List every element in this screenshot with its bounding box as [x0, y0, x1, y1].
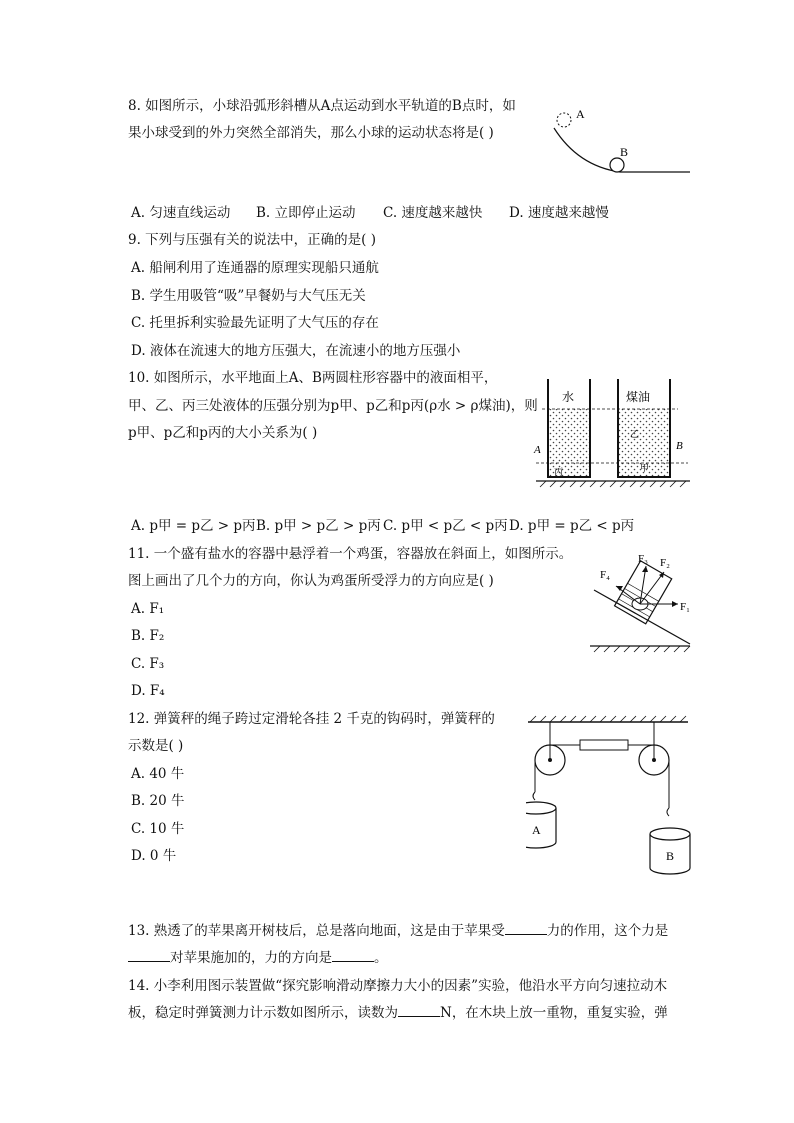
- q10-option-c: C. p甲 < p乙 < p丙: [383, 518, 508, 534]
- q11-option-c: C. F₃: [131, 656, 165, 672]
- q10-option-b: B. p甲 > p乙 > p丙: [256, 518, 381, 534]
- label-b: B: [620, 145, 629, 159]
- q11-option-b: B. F₂: [131, 628, 165, 644]
- q14-blank-1[interactable]: [398, 1003, 440, 1017]
- q12-stem-line1: 12. 弹簧秤的绳子跨过定滑轮各挂 2 千克的钩码时，弹簧秤的: [128, 711, 495, 727]
- q13-blank-1[interactable]: [505, 921, 547, 935]
- q9-option-d: D. 液体在流速大的地方压强大，在流速小的地方压强小: [131, 343, 461, 359]
- q13-text-4: 。: [374, 950, 388, 966]
- q10-option-d: D. p甲 = p乙 < p丙: [509, 518, 635, 534]
- q13-text-1: 13. 熟透了的苹果离开树枝后，总是落向地面，这是由于苹果受: [128, 923, 505, 939]
- q12-option-b: B. 20 牛: [131, 793, 185, 809]
- label-f1: F₁: [680, 601, 690, 613]
- q13-text-2: 力的作用，这个力是: [546, 923, 669, 939]
- label-bing: 丙: [554, 468, 564, 478]
- spring-scale: [580, 740, 628, 750]
- q12-stem-line2: 示数是( ): [128, 738, 184, 754]
- q8-figure: [548, 100, 698, 182]
- label-b: B: [676, 440, 683, 452]
- q10-option-a: A. p甲 = p乙 > p丙: [131, 518, 256, 534]
- q10-stem-line3: p甲、p乙和p丙的大小关系为( ): [128, 425, 318, 441]
- q13-blank-2[interactable]: [128, 948, 170, 962]
- q14-text-2: N，在木块上放一重物，重复实验，弹: [440, 1005, 668, 1021]
- ball: [610, 158, 624, 172]
- label-f2: F₂: [660, 557, 670, 569]
- q9-stem: 9. 下列与压强有关的说法中，正确的是( ): [128, 232, 376, 248]
- q11-option-d: D. F₄: [131, 683, 165, 699]
- q12-figure: [526, 712, 692, 880]
- q10-figure: [528, 375, 698, 493]
- q13-line1: [128, 921, 668, 941]
- q12-option-d: D. 0 牛: [131, 848, 177, 864]
- q8-stem-line1: 8. 如图所示，小球沿弧形斜槽从A点运动到水平轨道的B点时，如: [128, 98, 516, 114]
- q8-option-c: C. 速度越来越快: [383, 205, 483, 221]
- q8-option-a: A. 匀速直线运动: [131, 205, 231, 221]
- q8-option-d: D. 速度越来越慢: [509, 205, 609, 221]
- q12-option-c: C. 10 牛: [131, 821, 185, 837]
- label-f3: F₃: [638, 553, 648, 565]
- label-water: 水: [562, 390, 575, 404]
- q14-line2: [128, 1003, 668, 1023]
- q10-stem-line2: 甲、乙、丙三处液体的压强分别为p甲、p乙和p丙(ρ水 > ρ煤油)，则: [128, 398, 538, 414]
- weight-label-a: A: [532, 823, 541, 837]
- q9-option-b: B. 学生用吸管“吸”早餐奶与大气压无关: [131, 288, 366, 304]
- q12-option-a: A. 40 牛: [131, 766, 185, 782]
- q13-text-3: 对苹果施加的，力的方向是: [170, 950, 332, 966]
- q9-option-a: A. 船闸利用了连通器的原理实现船只通航: [131, 260, 379, 276]
- q8-option-b: B. 立即停止运动: [256, 205, 356, 221]
- q13-line2: [128, 948, 388, 968]
- label-kerosene: 煤油: [626, 390, 651, 404]
- weight-label-b: B: [666, 849, 675, 863]
- label-jia: 甲: [640, 464, 650, 474]
- q8-stem-line2: 果小球受到的外力突然全部消失，那么小球的运动状态将是( ): [128, 125, 494, 141]
- q11-stem-line1: 11. 一个盛有盐水的容器中悬浮着一个鸡蛋，容器放在斜面上，如图所示。: [128, 546, 573, 562]
- q11-figure: [586, 548, 696, 656]
- q14-line1: 14. 小李利用图示装置做“探究影响滑动摩擦力大小的因素”实验，他沿水平方向匀速拉动木: [128, 978, 668, 994]
- ball-dashed: [557, 113, 571, 127]
- q13-blank-3[interactable]: [332, 948, 374, 962]
- q11-option-a: A. F₁: [131, 601, 165, 617]
- q10-stem-line1: 10. 如图所示，水平地面上A、B两圆柱形容器中的液面相平，: [128, 370, 498, 386]
- q14-text-1: 板，稳定时弹簧测力计示数如图所示，读数为: [128, 1005, 398, 1021]
- label-a: A: [534, 444, 541, 456]
- q11-stem-line2: 图上画出了几个力的方向，你认为鸡蛋所受浮力的方向应是( ): [128, 573, 494, 589]
- label-a: A: [576, 107, 585, 121]
- label-f4: F₄: [600, 569, 610, 581]
- q9-option-c: C. 托里拆利实验最先证明了大气压的存在: [131, 315, 379, 331]
- label-yi: 乙: [630, 430, 640, 440]
